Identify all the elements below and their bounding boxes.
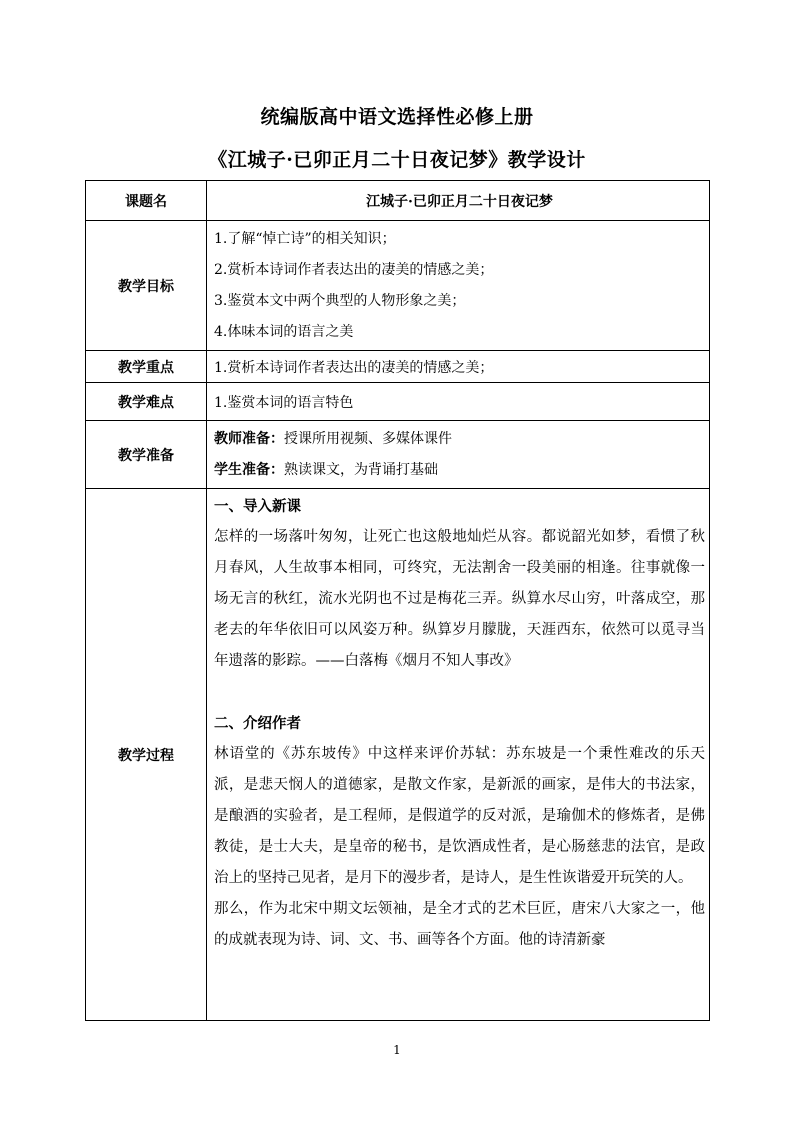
preparation-cell xyxy=(207,421,710,489)
author-paragraph-2: 那么，作为北宋中期文坛领袖，是全才式的艺术巨匠，唐宋八大家之一，他的成就表现为诗、词、文、书、画等各个方面。他的诗清新豪 xyxy=(214,901,705,948)
topic-label: 课题名 xyxy=(86,181,207,221)
difficulties-label: 教学难点 xyxy=(86,383,207,421)
objectives-cell xyxy=(207,221,710,351)
lesson-plan-table xyxy=(85,180,710,1021)
objective-item: 1.了解“悼亡诗”的相关知识； xyxy=(214,230,396,247)
teacher-prep-label: 教师准备： xyxy=(214,430,284,447)
blank-line xyxy=(214,677,705,708)
objective-item: 2.赏析本诗词作者表达出的凄美的情感之美； xyxy=(214,261,494,278)
section-heading-author: 二、介绍作者 xyxy=(214,715,301,732)
key-points-label: 教学重点 xyxy=(86,351,207,383)
objective-item: 4.体味本词的语言之美 xyxy=(214,323,354,340)
difficulties-value: 1.鉴赏本词的语言特色 xyxy=(207,383,710,421)
row-key-points xyxy=(86,351,710,383)
teacher-preparation xyxy=(214,424,705,455)
process-label: 教学过程 xyxy=(86,489,207,1021)
objectives-label: 教学目标 xyxy=(86,221,207,351)
row-preparation xyxy=(86,421,710,489)
preparation-label: 教学准备 xyxy=(86,421,207,489)
process-cell xyxy=(207,489,710,1021)
row-process xyxy=(86,489,710,1021)
row-difficulties xyxy=(86,383,710,421)
student-preparation xyxy=(214,455,705,486)
intro-paragraph: 怎样的一场落叶匆匆，让死亡也这般地灿烂从容。都说韶光如梦，看惯了秋月春风，人生故事本相同，可终究，无法割舍一段美丽的相逢。往事就像一场无言的秋红，流水光阴也不过是梅花三弄。纵算水尽山穷，叶落成空，那老去的年华依旧可以风姿万种。纵算岁月朦胧，天涯西东，依然可以觅寻当年遗落的影踪。——白落梅《烟月不知人事改》 xyxy=(214,529,705,669)
topic-value: 江城子·已卯正月二十日夜记梦 xyxy=(207,181,710,221)
page-number: 1 xyxy=(393,1043,401,1057)
student-prep-value: 熟读课文，为背诵打基础 xyxy=(284,461,438,478)
student-prep-label: 学生准备： xyxy=(214,461,284,478)
row-objectives xyxy=(86,221,710,351)
document-subtitle: 《江城子·已卯正月二十日夜记梦》教学设计 xyxy=(208,149,586,171)
teacher-prep-value: 授课所用视频、多媒体课件 xyxy=(284,430,452,447)
section-heading-intro: 一、导入新课 xyxy=(214,498,301,515)
key-points-value: 1.赏析本诗词作者表达出的凄美的情感之美； xyxy=(207,351,710,383)
author-paragraph-1: 林语堂的《苏东坡传》中这样来评价苏轼：苏东坡是一个秉性难改的乐天派，是悲天悯人的道德家，是散文作家，是新派的画家，是伟大的书法家，是酿酒的实验者，是工程师，是假道学的反对派，是瑜伽术的修炼者，是佛教徒，是士大夫，是皇帝的秘书，是饮酒成性者，是心肠慈悲的法官，是政治上的坚持己见者，是月下的漫步者，是诗人，是生性诙谐爱开玩笑的人。 xyxy=(214,746,705,886)
row-topic xyxy=(86,181,710,221)
document-title: 统编版高中语文选择性必修上册 xyxy=(260,106,534,128)
objective-item: 3.鉴赏本文中两个典型的人物形象之美； xyxy=(214,292,466,309)
